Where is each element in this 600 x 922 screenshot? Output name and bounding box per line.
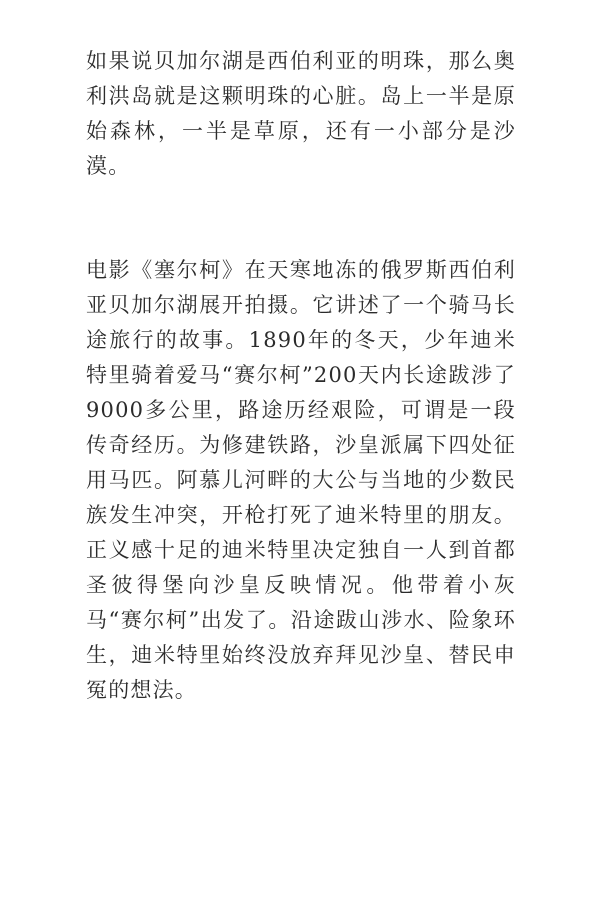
paragraph-olkhon-island: 如果说贝加尔湖是西伯利亚的明珠，那么奥利洪岛就是这颗明珠的心脏。岛上一半是原始森林，一半是草原，还有一小部分是沙漠。 bbox=[86, 49, 516, 178]
paragraph-film-serko: 电影《塞尔柯》在天寒地冻的俄罗斯西伯利亚贝加尔湖展开拍摄。它讲述了一个骑马长途旅行的故事。1890年的冬天，少年迪米特里骑着爱马“赛尔柯”200天内长途跋涉了9000多公里，路途历经艰险，可谓是一段传奇经历。为修建铁路，沙皇派属下四处征用马匹。阿慕儿河畔的大公与当地的少数民族发生冲突，开枪打死了迪米特里的朋友。正义感十足的迪米特里决定独自一人到首都圣彼得堡向沙皇反映情况。他带着小灰马“赛尔柯”出发了。沿途跋山涉水、险象环生，迪米特里始终没放弃拜见沙皇、替民申冤的想法。 bbox=[86, 258, 516, 702]
article-body bbox=[86, 44, 516, 708]
